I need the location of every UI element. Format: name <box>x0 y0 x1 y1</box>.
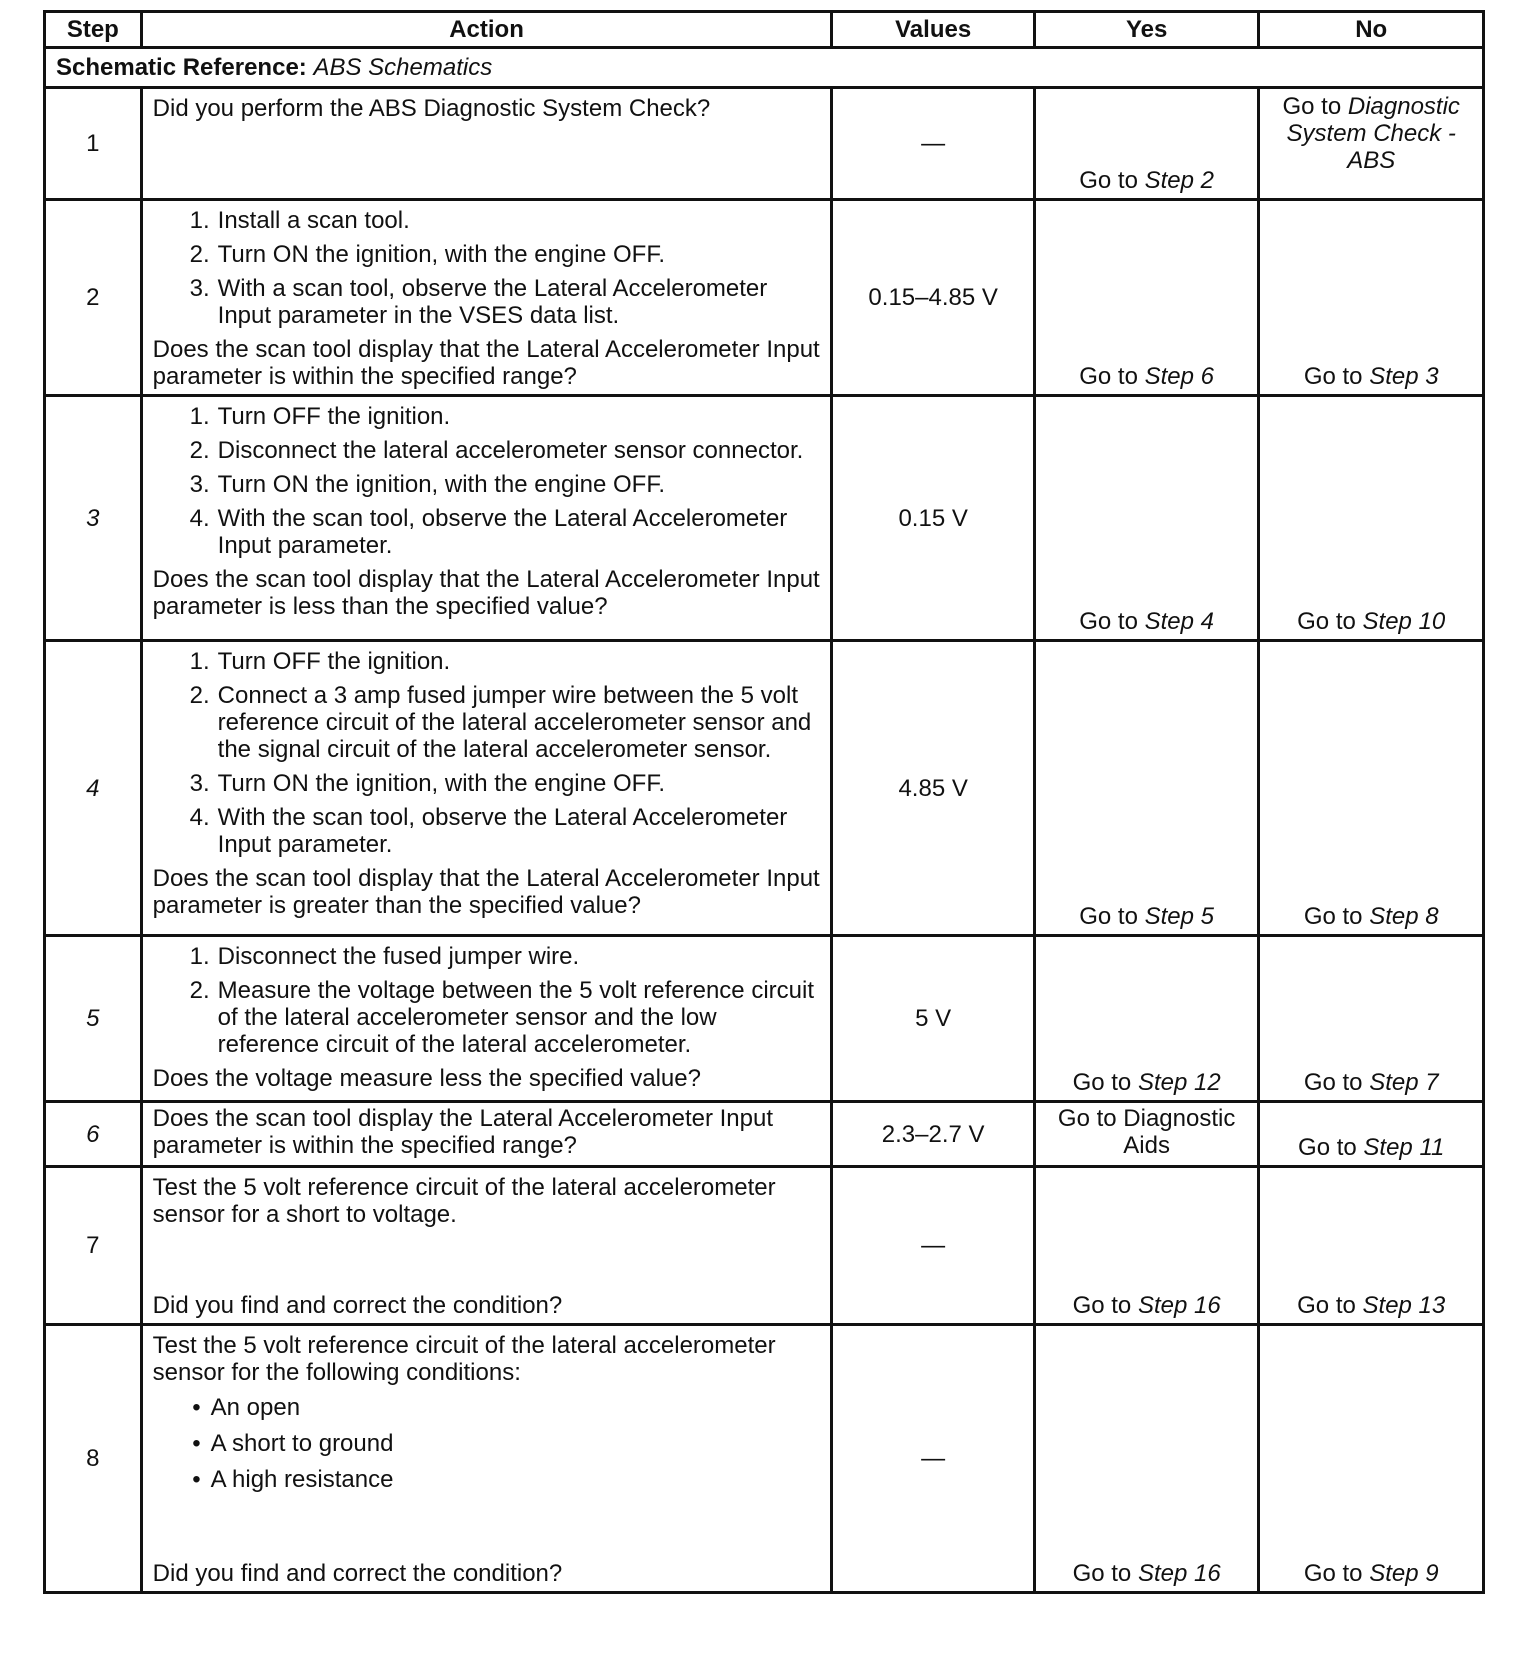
list-item: 3. Turn ON the ignition, with the engine OFF. <box>189 770 665 797</box>
no-cell <box>1259 1325 1484 1593</box>
no-link[interactable]: Diagnostic System Check - ABS <box>1286 93 1460 174</box>
yes-prefix: Go to <box>1072 1069 1132 1096</box>
yes-link[interactable]: Go to Diagnostic Aids <box>1057 1105 1236 1159</box>
condition-list <box>153 1394 821 1493</box>
action-cell <box>141 936 832 1102</box>
no-link[interactable]: Step 13 <box>1362 1292 1446 1319</box>
action-cell <box>141 641 832 936</box>
value-cell: 5 V <box>832 936 1034 1102</box>
no-cell <box>1259 88 1484 200</box>
action-cell <box>141 396 832 641</box>
yes-cell <box>1034 1167 1259 1325</box>
no-prefix: Go to <box>1298 1134 1357 1161</box>
list-item: 2. Measure the voltage between the 5 volt reference circuit of the lateral accelerometer sensor and the low reference circuit of the lateral accelerometer. <box>189 977 814 1058</box>
list-item: 1. Disconnect the fused jumper wire. <box>189 943 580 970</box>
procedure-list <box>153 943 821 1058</box>
table-row <box>45 88 1484 200</box>
yes-cell[interactable] <box>1034 1102 1259 1167</box>
step-number: 7 <box>45 1167 142 1325</box>
no-cell <box>1259 396 1484 641</box>
no-prefix: Go to <box>1297 608 1356 635</box>
step-question: Does the scan tool display the Lateral Accelerometer Input parameter is within the specified range? <box>152 1105 774 1159</box>
list-item: 1. Turn OFF the ignition. <box>189 648 451 675</box>
list-item: • A short to ground <box>192 1430 394 1457</box>
value-cell: — <box>832 1325 1034 1593</box>
yes-cell <box>1034 641 1259 936</box>
header-step: Step <box>45 12 142 48</box>
step-question: Did you perform the ABS Diagnostic System Check? <box>152 95 711 122</box>
no-prefix: Go to <box>1303 1069 1363 1096</box>
list-item: 3. Turn ON the ignition, with the engine OFF. <box>189 471 665 498</box>
table-row <box>45 396 1484 641</box>
step-question: Does the scan tool display that the Lateral Accelerometer Input parameter is less than the specified value? <box>152 566 820 620</box>
step-question: Does the scan tool display that the Lateral Accelerometer Input parameter is within the specified range? <box>152 336 820 390</box>
step-number: 5 <box>45 936 142 1102</box>
action-cell <box>141 88 832 200</box>
value-cell: 4.85 V <box>832 641 1034 936</box>
no-cell <box>1259 936 1484 1102</box>
action-cell <box>141 200 832 396</box>
schematic-reference-link[interactable]: ABS Schematics <box>313 54 493 81</box>
step-number: 4 <box>45 641 142 936</box>
no-link[interactable]: Step 10 <box>1362 608 1446 635</box>
no-link[interactable]: Step 7 <box>1369 1069 1439 1096</box>
no-cell <box>1259 200 1484 396</box>
yes-link[interactable]: Step 5 <box>1144 903 1215 930</box>
yes-prefix: Go to <box>1072 1560 1132 1587</box>
no-prefix: Go to <box>1303 903 1363 930</box>
yes-prefix: Go to <box>1072 1292 1132 1319</box>
header-yes: Yes <box>1034 12 1259 48</box>
list-item: 1. Install a scan tool. <box>189 207 410 234</box>
no-cell <box>1259 1102 1484 1167</box>
table-row <box>45 1167 1484 1325</box>
header-no: No <box>1259 12 1484 48</box>
no-link[interactable]: Step 11 <box>1363 1134 1445 1161</box>
no-link[interactable]: Step 8 <box>1369 903 1439 930</box>
step-instruction: Test the 5 volt reference circuit of the lateral accelerometer sensor for the following conditions: <box>152 1332 776 1386</box>
step-number: 1 <box>45 88 142 200</box>
no-prefix: Go to <box>1282 93 1342 120</box>
list-item: 2. Turn ON the ignition, with the engine OFF. <box>189 241 665 268</box>
yes-link[interactable]: Step 6 <box>1144 363 1215 390</box>
table-row <box>45 200 1484 396</box>
header-action: Action <box>141 12 832 48</box>
step-number: 8 <box>45 1325 142 1593</box>
no-prefix: Go to <box>1297 1292 1356 1319</box>
value-cell: 0.15–4.85 V <box>832 200 1034 396</box>
action-cell <box>141 1102 832 1167</box>
step-question: Does the scan tool display that the Lateral Accelerometer Input parameter is greater than the specified value? <box>152 865 820 919</box>
list-item: 2. Disconnect the lateral accelerometer sensor connector. <box>189 437 804 464</box>
value-cell: 2.3–2.7 V <box>832 1102 1034 1167</box>
yes-cell <box>1034 1325 1259 1593</box>
step-number: 6 <box>45 1102 142 1167</box>
step-number: 3 <box>45 396 142 641</box>
header-row <box>45 12 1484 48</box>
value-cell: 0.15 V <box>832 396 1034 641</box>
list-item: • A high resistance <box>192 1466 394 1493</box>
table-row <box>45 641 1484 936</box>
step-question: Did you find and correct the condition? <box>152 1560 563 1587</box>
list-item: 2. Connect a 3 amp fused jumper wire between the 5 volt reference circuit of the lateral accelerometer sensor and the signal circuit of the lateral accelerometer sensor. <box>189 682 812 763</box>
action-cell <box>141 1325 832 1593</box>
list-item: 4. With the scan tool, observe the Lateral Accelerometer Input parameter. <box>189 505 788 559</box>
step-question: Does the voltage measure less the specified value? <box>152 1065 701 1092</box>
schematic-reference-label: Schematic Reference: <box>56 54 307 81</box>
yes-link[interactable]: Step 16 <box>1137 1560 1221 1587</box>
no-link[interactable]: Step 9 <box>1369 1560 1439 1587</box>
no-cell <box>1259 641 1484 936</box>
yes-cell <box>1034 936 1259 1102</box>
list-item: 3. With a scan tool, observe the Lateral Accelerometer Input parameter in the VSES data list. <box>189 275 768 329</box>
no-prefix: Go to <box>1303 1560 1363 1587</box>
yes-prefix: Go to <box>1079 903 1138 930</box>
schematic-reference <box>45 48 1484 88</box>
yes-prefix: Go to <box>1079 363 1138 390</box>
yes-cell <box>1034 88 1259 200</box>
step-question: Did you find and correct the condition? <box>152 1292 563 1319</box>
no-link[interactable]: Step 3 <box>1369 363 1439 390</box>
list-item: 4. With the scan tool, observe the Lateral Accelerometer Input parameter. <box>189 804 788 858</box>
yes-prefix: Go to <box>1079 167 1138 194</box>
yes-link[interactable]: Step 2 <box>1144 167 1215 194</box>
step-instruction: Test the 5 volt reference circuit of the lateral accelerometer sensor for a short to voltage. <box>152 1174 776 1228</box>
yes-cell <box>1034 396 1259 641</box>
yes-prefix: Go to <box>1079 608 1138 635</box>
value-cell: — <box>832 88 1034 200</box>
yes-cell <box>1034 200 1259 396</box>
table-row <box>45 1325 1484 1593</box>
no-cell <box>1259 1167 1484 1325</box>
yes-link[interactable]: Step 16 <box>1137 1292 1221 1319</box>
value-cell: — <box>832 1167 1034 1325</box>
list-item: • An open <box>192 1394 301 1421</box>
yes-link[interactable]: Step 12 <box>1137 1069 1221 1096</box>
diagnostic-table <box>43 10 1485 1594</box>
step-number: 2 <box>45 200 142 396</box>
procedure-list <box>153 648 821 858</box>
list-item: 1. Turn OFF the ignition. <box>189 403 451 430</box>
schematic-reference-row <box>45 48 1484 88</box>
yes-link[interactable]: Step 4 <box>1144 608 1215 635</box>
header-values: Values <box>832 12 1034 48</box>
procedure-list <box>153 207 821 329</box>
action-cell <box>141 1167 832 1325</box>
no-prefix: Go to <box>1303 363 1363 390</box>
table-row <box>45 1102 1484 1167</box>
procedure-list <box>153 403 821 559</box>
table-row <box>45 936 1484 1102</box>
